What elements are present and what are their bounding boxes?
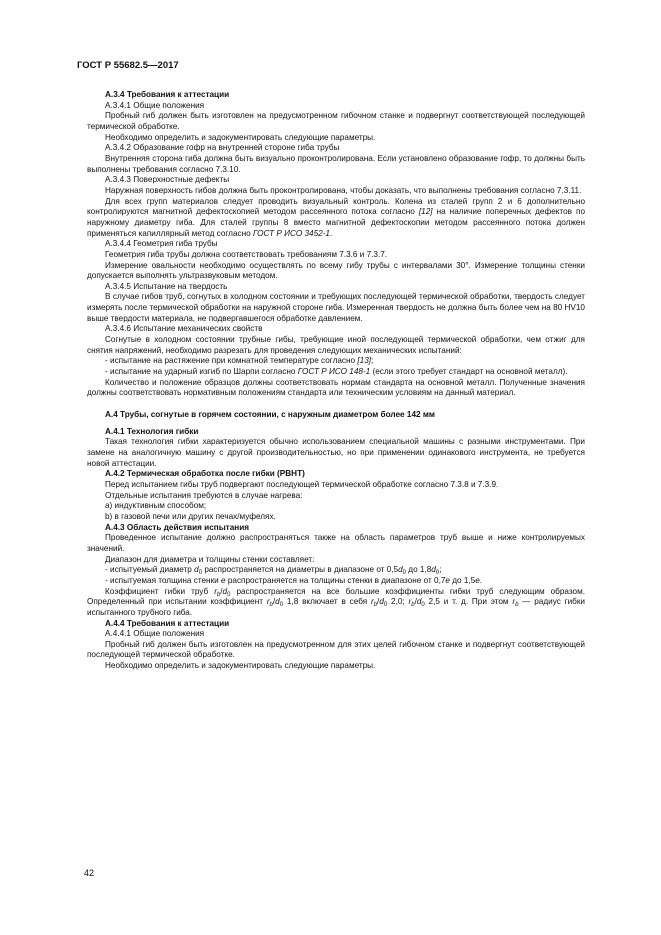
paragraph: Пробный гиб должен быть изготовлен на предусмотренном гибочном станке и подвергнут соответствующей последующей термической обработке. — [87, 111, 585, 131]
paragraph: А.3.4.3 Поверхностные дефекты — [105, 175, 230, 185]
paragraph: А.3.4.6 Испытание механических свойств — [105, 324, 263, 334]
paragraph: Геометрия гиба трубы должна соответствовать требованиям 7.3.6 и 7.3.7. — [105, 249, 388, 259]
paragraph: - испытуемый диаметр $d_0$ распространяется на диаметры в диапазоне от $0,5d_0$ до $1,8d_0$; — [105, 565, 442, 577]
paragraph: А.3.4.5 Испытание на твердость — [105, 281, 228, 291]
paragraph: А.3.4.4 Геометрия гиба трубы — [105, 239, 218, 249]
paragraph: а) индуктивным способом; — [105, 501, 207, 511]
paragraph: А.4.4.1 Общие положения — [105, 629, 205, 639]
section-heading: А.4.3 Область действия испытания — [105, 522, 250, 532]
paragraph: Коэффициент гибки труб $r_b/d_0$ распространяется на все большие коэффициенты гибки труб следующим образом. Определенный при испытании коэффициент $r_b/d_0$ 1,8 включает в себя $r_b/d_0$ 2,0; $r_b/d_0$ 2,5 и т. д. При этом $r_b$ — радиус гибки испытанного трубного гиба. — [87, 586, 585, 617]
paragraph: А.3.4.1 Общие положения — [105, 100, 205, 110]
page-number: 42 — [84, 868, 95, 878]
paragraph: Необходимо определить и задокументировать следующие параметры. — [105, 661, 376, 671]
section-heading: А.4.2 Термическая обработка после гибки (PBHT) — [105, 469, 305, 479]
document-body — [87, 90, 585, 672]
paragraph: Для всех групп материалов следует проводить визуальный контроль. Колена из сталей групп 2 и 6 дополнительно контролируются магнитной дефектоскопией методом рассеянного потока согласно [12] на наличие поперечных дефектов по наружному диаметру гиба. Для сталей группы 8 вместо магнитной дефектоскопии методом рассеянного потока должен применяться капиллярный метод согласно ГОСТ Р ИСО 3452-1. — [87, 196, 586, 238]
paragraph: Пробный гиб должен быть изготовлен на предусмотренном для этих целей гибочном станке и подвергнут соответствующей последующей термической обработке. — [87, 639, 585, 660]
paragraph: Внутренняя сторона гиба должна быть визуально проконтролирована. Если установлено образование гофр, то должны быть выполнены требования согласно 7.3.10. — [87, 153, 585, 174]
paragraph: Отдельные испытания требуются в случае нагрева: — [105, 490, 303, 500]
paragraph: - испытание на растяжение при комнатной температуре согласно [13]; — [105, 356, 374, 366]
paragraph: Диапазон для диаметра и толщины стенки составляет: — [105, 554, 315, 564]
paragraph: Наружная поверхность гибов должна быть проконтролирована, чтобы доказать, что выполнены требования согласно 7.3.11. — [105, 185, 582, 195]
paragraph: Согнутые в холодном состоянии трубные гибы, требующие иной последующей термической обработки, чем отжиг для снятия напряжений, необходимо разрезать для проведения следующих механических испытаний: — [87, 335, 585, 355]
paragraph: Количество и положение образцов должны соответствовать нормам стандарта на основной металл. Полученные значения должны соответствовать нормативным положениям стандарта или техническим условиям на данный материал. — [87, 377, 585, 398]
paragraph: - испытуемая толщина стенки e распространяется на толщины стенки в диапазоне от 0,7e до 1,5e. — [105, 575, 483, 585]
paragraph: А.3.4.2 Образование гофр на внутренней стороне гиба трубы — [105, 143, 340, 153]
document-header: ГОСТ Р 55682.5—2017 — [77, 60, 179, 71]
paragraph: Такая технология гибки характеризуется обычно использованием специальной машины с разными инструментами. При замене на аналогичную машину с другой производительностью, но при применении одинакового инструмента, не требуется новой аттестации. — [87, 437, 585, 468]
paragraph: - испытание на ударный изгиб по Шарпи согласно ГОСТ Р ИСО 148-1 (если этого требует стандарт на основной металл). — [105, 367, 568, 377]
paragraph: Проведенное испытание должно распространяться также на область параметров труб выше и ниже контролируемых значений. — [87, 533, 585, 553]
paragraph: В случае гибов труб, согнутых в холодном состоянии и требующих последующей термической обработки, твердость следует измерять после термической обработки на наружной стороне гиба. Измеренная твердость не должна быть более чем на 80 HV10 выше твердости материала, не подвергавшегося обработке давлением. — [87, 292, 585, 323]
section-heading: А.4 Трубы, согнутые в горячем состоянии, с наружным диаметром более 142 мм — [105, 410, 435, 420]
section-heading: А.3.4 Требования к аттестации — [105, 90, 230, 99]
paragraph: Необходимо определить и задокументировать следующие параметры. — [105, 132, 376, 142]
section-heading: А.4.4 Требования к аттестации — [105, 618, 230, 628]
paragraph: Измерение овальности необходимо осуществлять по всему гибу трубы с интервалами 30°. Измерение толщины стенки допускается выполнять ультразвуковым методом. — [87, 260, 585, 281]
paragraph: b) в газовой печи или других печах/муфелях. — [105, 511, 276, 521]
section-heading: А.4.1 Технология гибки — [105, 426, 199, 436]
paragraph: Перед испытанием гибы труб подвергают последующей термической обработке согласно 7.3.8 и 7.3.9. — [105, 479, 499, 489]
